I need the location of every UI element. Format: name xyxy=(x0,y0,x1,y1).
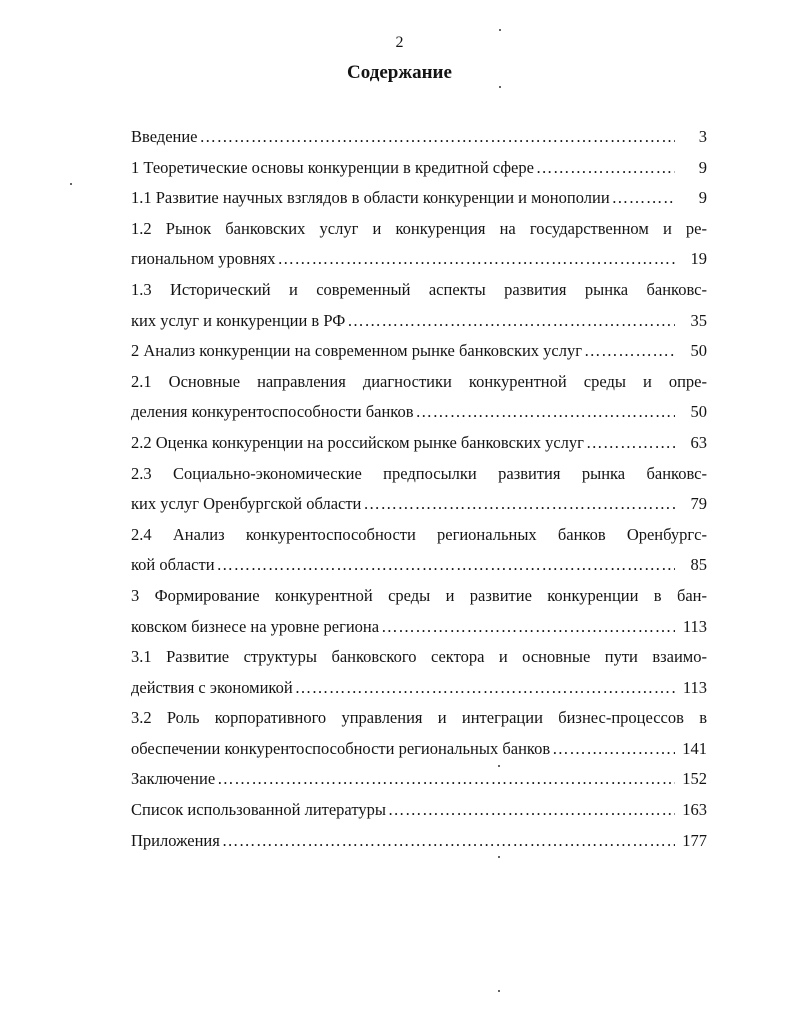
toc-entry-text: гиональном уровнях xyxy=(131,249,276,269)
toc-page-number: 85 xyxy=(690,555,707,575)
toc-leader-dots xyxy=(200,122,675,153)
toc-entry-text: обеспечении конкурентоспособности региональных банков xyxy=(131,738,551,758)
page-number: 2 xyxy=(395,34,404,51)
toc-entry-text: 1 Теоретические основы конкуренции в кредитной сфере xyxy=(131,157,534,177)
toc-page-number: 3 xyxy=(698,127,707,146)
toc-entry-text: Приложения xyxy=(131,830,220,850)
toc-entry-text: 1.2 Рынок банковских услуг и конкуренция на государственном и ре- xyxy=(131,218,707,238)
toc-line xyxy=(131,153,707,184)
toc-entry-text: 2 Анализ конкуренции на современном рынке банковских услуг xyxy=(131,341,583,361)
toc-line xyxy=(131,795,707,826)
toc-page-number: 19 xyxy=(690,249,707,269)
toc-entry-text: ких услуг и конкуренции в РФ xyxy=(131,310,346,330)
toc-entry-text: 3.2 Роль корпоративного управления и интеграции бизнес-процессов в xyxy=(131,708,707,728)
toc-page-number: 152 xyxy=(682,769,707,789)
toc-page-number: 113 xyxy=(682,677,707,697)
toc-leader-dots xyxy=(363,489,675,520)
toc-line xyxy=(131,428,707,459)
toc-line xyxy=(131,550,707,581)
toc-entry-text: 2.4 Анализ конкурентоспособности региональных банков Оренбургс- xyxy=(131,524,707,544)
toc-page-number: 163 xyxy=(682,800,707,820)
toc-leader-dots xyxy=(222,826,675,857)
toc-page-number: 63 xyxy=(690,432,707,452)
toc-page-number: 79 xyxy=(690,494,707,514)
toc-leader-dots xyxy=(552,734,675,765)
toc-line xyxy=(131,275,707,306)
toc-line xyxy=(131,764,707,795)
toc-line xyxy=(131,122,707,153)
toc-line xyxy=(131,734,707,765)
toc-line xyxy=(131,397,707,428)
toc-leader-dots xyxy=(347,306,675,337)
toc-line xyxy=(131,489,707,520)
toc-line xyxy=(131,703,707,734)
toc-leader-dots xyxy=(612,183,675,214)
scan-speck xyxy=(498,990,500,992)
toc-entry-text: действия с экономикой xyxy=(131,677,293,697)
toc-line xyxy=(131,306,707,337)
toc-entry-text: 1.1 Развитие научных взглядов в области конкуренции и монополии xyxy=(131,188,610,208)
toc-page-number: 113 xyxy=(682,616,707,636)
toc-leader-dots xyxy=(586,428,675,459)
scan-speck xyxy=(499,29,501,31)
toc-line xyxy=(131,183,707,214)
toc-line xyxy=(131,826,707,857)
toc-entry-text: 2.1 Основные направления диагностики конкурентной среды и опре- xyxy=(131,371,707,391)
toc-line xyxy=(131,336,707,367)
toc-leader-dots xyxy=(217,764,675,795)
toc-line xyxy=(131,244,707,275)
toc-page-number: 141 xyxy=(682,738,707,758)
toc-entry-text: 1.3 Исторический и современный аспекты развития рынка банковс- xyxy=(131,279,707,299)
scan-speck xyxy=(499,86,501,88)
toc-leader-dots xyxy=(416,397,675,428)
toc-line xyxy=(131,459,707,490)
toc-leader-dots xyxy=(217,550,675,581)
toc-leader-dots xyxy=(277,244,675,275)
toc-line xyxy=(131,612,707,643)
toc-line xyxy=(131,673,707,704)
scan-speck xyxy=(70,183,72,185)
toc-leader-dots xyxy=(584,336,675,367)
toc-page-number: 35 xyxy=(690,310,707,330)
toc-page-number: 50 xyxy=(690,341,707,361)
toc-page-number: 9 xyxy=(698,157,707,177)
scan-speck xyxy=(498,765,500,767)
toc-page-number: 9 xyxy=(698,188,707,208)
toc-entry-text: 3.1 Развитие структуры банковского сектора и основные пути взаимо- xyxy=(131,647,707,667)
toc-page-number: 177 xyxy=(682,830,707,850)
page-title: Содержание xyxy=(347,62,452,83)
toc-leader-dots xyxy=(536,153,675,184)
scan-speck xyxy=(498,856,500,858)
toc-entry-text: ких услуг Оренбургской области xyxy=(131,494,362,514)
toc-entry-text: Список использованной литературы xyxy=(131,800,386,820)
toc-line xyxy=(131,581,707,612)
toc-entry-text: кой области xyxy=(131,555,215,575)
toc-line xyxy=(131,367,707,398)
table-of-contents xyxy=(131,122,707,856)
toc-entry-text: Введение xyxy=(131,127,198,146)
toc-leader-dots xyxy=(295,673,675,704)
toc-entry-text: Заключение xyxy=(131,769,216,789)
toc-line xyxy=(131,214,707,245)
toc-leader-dots xyxy=(388,795,675,826)
toc-entry-text: 2.3 Социально-экономические предпосылки развития рынка банковс- xyxy=(131,463,707,483)
toc-entry-text: ковском бизнесе на уровне региона xyxy=(131,616,380,636)
toc-page-number: 50 xyxy=(690,402,707,422)
toc-entry-text: 2.2 Оценка конкуренции на российском рынке банковских услуг xyxy=(131,432,584,452)
toc-entry-text: 3 Формирование конкурентной среды и развитие конкуренции в бан- xyxy=(131,585,707,605)
toc-entry-text: деления конкурентоспособности банков xyxy=(131,402,414,422)
toc-leader-dots xyxy=(381,612,675,643)
toc-line xyxy=(131,520,707,551)
toc-line xyxy=(131,642,707,673)
